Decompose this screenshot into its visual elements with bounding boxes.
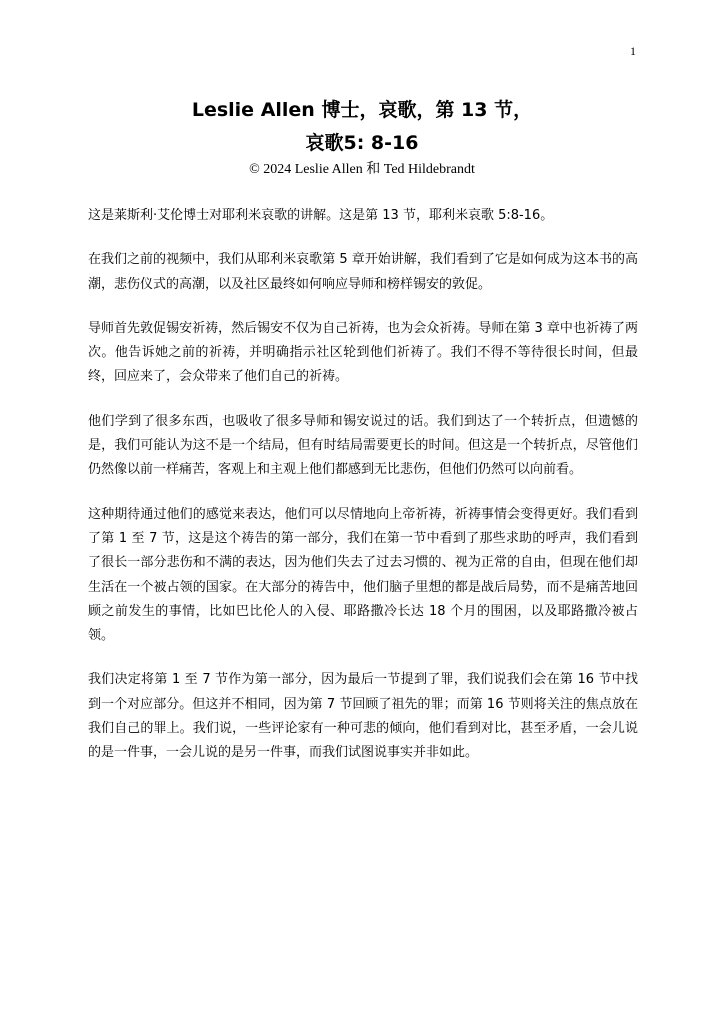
paragraph-6: 我们决定将第 1 至 7 节作为第一部分，因为最后一节提到了罪，我们说我们会在第 16 节中找到一个对应部分。但这并不相同，因为第 7 节回顾了祖先的罪；而第 16 节则将关注的焦点放在我们自己的罪上。我们说，一些评论家有一种可悲的倾向，他们看到对比，甚至矛盾，一会儿说的是一件事，一会儿说的是另一件事，而我们试图说事实并非如此。 — [88, 672, 638, 761]
title-line-2: 哀歌5: 8-16 — [305, 132, 419, 154]
copyright-line: © 2024 Leslie Allen 和 Ted Hildebrandt — [249, 162, 475, 177]
paragraph-2: 在我们之前的视频中，我们从耶利米哀歌第 5 章开始讲解，我们看到了它是如何成为这本书的高潮，悲伤仪式的高潮，以及社区最终如何响应导师和榜样锡安的敦促。 — [88, 252, 638, 292]
title-line-1: Leslie Allen 博士，哀歌，第 13 节， — [191, 99, 533, 121]
paragraph-1: 这是莱斯利·艾伦博士对耶利米哀歌的讲解。这是第 13 节，耶利米哀歌 5:8-16。 — [88, 208, 554, 223]
paragraph-4: 他们学到了很多东西，也吸收了很多导师和锡安说过的话。我们到达了一个转折点，但遗憾的是，我们可能认为这不是一个结局，但有时结局需要更长的时间。但这是一个转折点，尽管他们仍然像以前一样痛苦，客观上和主观上他们都感到无比悲伤，但他们仍然可以向前看。 — [88, 413, 638, 478]
paragraph-3: 导师首先敦促锡安祈祷，然后锡安不仅为自己祈祷，也为会众祈祷。导师在第 3 章中也祈祷了两次。他告诉她之前的祈祷，并明确指示社区轮到他们祈祷了。我们不得不等待很长时间，但最终，回应来了，会众带来了他们自己的祈祷。 — [88, 320, 638, 385]
paragraph-5: 这种期待通过他们的感觉来表达，他们可以尽情地向上帝祈祷，祈祷事情会变得更好。我们看到了第 1 至 7 节，这是这个祷告的第一部分，我们在第一节中看到了那些求助的呼声，我们看到了很长一部分悲伤和不满的表达，因为他们失去了过去习惯的、视为正常的自由，但现在他们却生活在一个被占领的国家。在大部分的祷告中，他们脑子里想的都是战后局势，而不是痛苦地回顾之前发生的事情，比如巴比伦人的入侵、耶路撒冷长达 18 个月的围困，以及耶路撒冷被占领。 — [88, 506, 638, 644]
document-body — [88, 204, 638, 786]
title-block — [0, 94, 724, 180]
page-number: 1 — [630, 44, 636, 58]
